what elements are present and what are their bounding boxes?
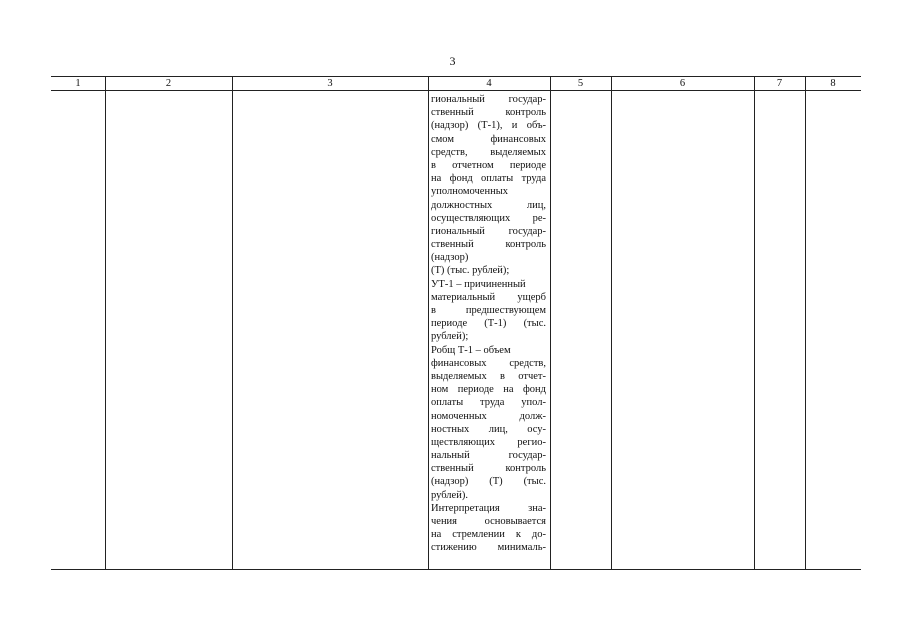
document-table: [51, 76, 861, 570]
table-header-rule: [51, 90, 861, 91]
column-separator: [611, 76, 612, 570]
column-4-line: должностных лиц,: [431, 199, 546, 211]
column-4-line: (надзор): [431, 252, 469, 264]
column-separator: [428, 76, 429, 570]
column-4-line: в предшествующем: [431, 305, 546, 316]
column-header-6: 6: [679, 78, 686, 89]
column-4-line: ществляющих регио-: [431, 436, 546, 448]
column-4-line: Робщ Т-1 – объем: [431, 344, 511, 356]
column-4-line: нальный государ-: [431, 450, 546, 462]
column-header-8: 8: [830, 78, 836, 89]
column-4-line: ном периоде на фонд: [431, 384, 546, 396]
column-4-line: рублей).: [431, 489, 468, 501]
column-4-line: ственный контроль: [431, 463, 546, 475]
column-4-line: чения основывается: [431, 516, 546, 527]
column-4-line: номоченных долж-: [431, 410, 546, 422]
column-4-line: ственный контроль: [431, 239, 546, 251]
column-4-line: на фонд оплаты труда: [431, 173, 546, 185]
column-header-5: 5: [577, 78, 584, 89]
column-4-line: стижению минималь-: [431, 542, 546, 554]
column-header-2: 2: [165, 78, 172, 89]
column-4-line: средств, выделяемых: [431, 146, 546, 158]
column-4-line: финансовых средств,: [431, 357, 546, 369]
column-4-line: материальный ущерб: [431, 291, 546, 303]
page-number: 3: [449, 54, 456, 68]
column-4-line: выделяемых в отчет-: [431, 370, 546, 382]
column-4-line: в отчетном периоде: [431, 159, 546, 171]
column-4-line: смом финансовых: [431, 133, 546, 145]
column-header-1: 1: [75, 78, 81, 89]
column-4-line: рублей);: [431, 331, 469, 343]
column-4-line: осуществляющих ре-: [431, 212, 546, 224]
column-4-line: периоде (Т-1) (тыс.: [431, 318, 546, 330]
column-header-3: 3: [327, 78, 333, 89]
column-separator: [105, 76, 106, 570]
column-separator: [805, 76, 806, 570]
column-4-line: ностных лиц, осу-: [431, 423, 546, 435]
column-separator: [754, 76, 755, 570]
column-4-line: гиональный государ-: [431, 225, 546, 237]
column-4-line: Интерпретация зна-: [431, 502, 546, 514]
column-4-line: (надзор) (Т-1), и объ-: [431, 120, 546, 132]
column-4-line: (надзор) (Т) (тыс.: [431, 476, 546, 488]
column-4-line: гиональный государ-: [431, 94, 546, 105]
column-separator: [232, 76, 233, 570]
column-4-line: УТ-1 – причиненный: [431, 278, 526, 290]
column-separator: [550, 76, 551, 570]
column-4-line: на стремлении к до-: [431, 529, 546, 541]
column-4-line: оплаты труда упол-: [431, 397, 546, 409]
table-bottom-rule: [51, 569, 861, 570]
column-4-text: [431, 93, 546, 555]
column-4-line: ственный контроль: [431, 107, 546, 119]
column-header-7: 7: [776, 78, 783, 89]
column-header-4: 4: [486, 78, 492, 89]
column-4-line: уполномоченных: [431, 186, 508, 198]
column-4-line: (Т) (тыс. рублей);: [431, 265, 510, 277]
